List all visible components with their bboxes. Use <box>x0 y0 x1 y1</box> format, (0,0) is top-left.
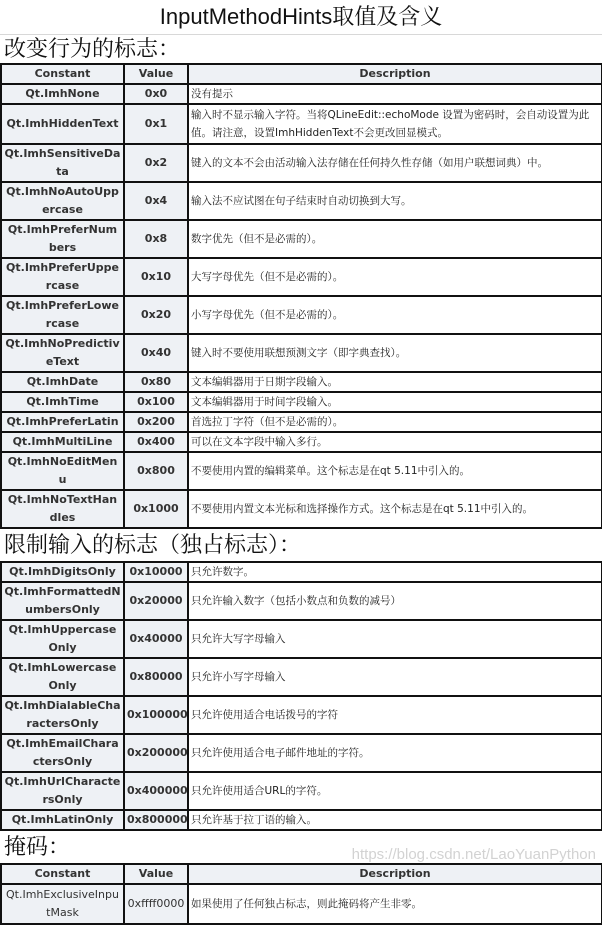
description-cell: 只允许大写字母输入 <box>188 620 602 658</box>
value-cell: 0x200000 <box>124 734 188 772</box>
header-value: Value <box>124 864 188 884</box>
table-row <box>1 392 602 412</box>
constant-cell: Qt.ImhHiddenText <box>1 104 124 144</box>
constant-cell: Qt.ImhNoPredictiveText <box>1 334 124 372</box>
constant-cell: Qt.ImhTime <box>1 392 124 412</box>
table-row <box>1 884 602 924</box>
description-cell: 数字优先（但不是必需的）。 <box>188 220 602 258</box>
description-cell: 没有提示 <box>188 84 602 104</box>
description-cell: 键入的文本不会由活动输入法存储在任何持久性存储（如用户联想词典）中。 <box>188 144 602 182</box>
value-cell: 0x200 <box>124 412 188 432</box>
table-row <box>1 658 602 696</box>
value-cell: 0x100000 <box>124 696 188 734</box>
constant-cell: Qt.ImhMultiLine <box>1 432 124 452</box>
description-cell: 如果使用了任何独占标志，则此掩码将产生非零。 <box>188 884 602 924</box>
constant-cell: Qt.ImhSensitiveData <box>1 144 124 182</box>
constant-cell: Qt.ImhLowercaseOnly <box>1 658 124 696</box>
value-cell: 0x0 <box>124 84 188 104</box>
description-cell: 小写字母优先（但不是必需的）。 <box>188 296 602 334</box>
table-header-row <box>1 864 602 884</box>
table-row <box>1 104 602 144</box>
constant-cell: Qt.ImhPreferUppercase <box>1 258 124 296</box>
value-cell: 0x80000 <box>124 658 188 696</box>
header-constant: Constant <box>1 64 124 84</box>
description-cell: 只允许基于拉丁语的输入。 <box>188 810 602 830</box>
value-cell: 0x1000 <box>124 490 188 528</box>
constant-cell: Qt.ImhNoTextHandles <box>1 490 124 528</box>
value-cell: 0x100 <box>124 392 188 412</box>
header-description: Description <box>188 864 602 884</box>
value-cell: 0x40000 <box>124 620 188 658</box>
table-row <box>1 258 602 296</box>
header-constant: Constant <box>1 864 124 884</box>
value-cell: 0xffff0000 <box>124 884 188 924</box>
value-cell: 0x80 <box>124 372 188 392</box>
description-cell: 只允许小写字母输入 <box>188 658 602 696</box>
constant-cell: Qt.ImhExclusiveInputMask <box>1 884 124 924</box>
table-row <box>1 562 602 582</box>
table-row <box>1 490 602 528</box>
constant-cell: Qt.ImhPreferLowercase <box>1 296 124 334</box>
constant-cell: Qt.ImhNone <box>1 84 124 104</box>
constant-cell: Qt.ImhUrlCharactersOnly <box>1 772 124 810</box>
description-cell: 文本编辑器用于时间字段输入。 <box>188 392 602 412</box>
constant-cell: Qt.ImhFormattedNumbersOnly <box>1 582 124 620</box>
exclusive-flags-table <box>0 561 602 831</box>
table-row <box>1 144 602 182</box>
table-row <box>1 696 602 734</box>
table-row <box>1 432 602 452</box>
table-row <box>1 452 602 490</box>
table-row <box>1 372 602 392</box>
table-row <box>1 620 602 658</box>
section-heading-exclusive: 限制输入的标志（独占标志）： <box>4 533 302 558</box>
value-cell: 0x400000 <box>124 772 188 810</box>
value-cell: 0x40 <box>124 334 188 372</box>
constant-cell: Qt.ImhNoAutoUppercase <box>1 182 124 220</box>
constant-cell: Qt.ImhDate <box>1 372 124 392</box>
section-heading-mask: 掩码： <box>4 835 71 860</box>
header-description: Description <box>188 64 602 84</box>
value-cell: 0x400 <box>124 432 188 452</box>
value-cell: 0x800 <box>124 452 188 490</box>
description-cell: 文本编辑器用于日期字段输入。 <box>188 372 602 392</box>
table-row <box>1 220 602 258</box>
value-cell: 0x1 <box>124 104 188 144</box>
description-cell: 只允许使用适合电话拨号的字符 <box>188 696 602 734</box>
description-cell: 不要使用内置的编辑菜单。这个标志是在qt 5.11中引入的。 <box>188 452 602 490</box>
value-cell: 0x2 <box>124 144 188 182</box>
table-row <box>1 734 602 772</box>
description-cell: 只允许数字。 <box>188 562 602 582</box>
watermark: https://blog.csdn.net/LaoYuanPython <box>351 846 596 863</box>
table-row <box>1 810 602 830</box>
value-cell: 0x800000 <box>124 810 188 830</box>
description-cell: 不要使用内置文本光标和选择操作方式。这个标志是在qt 5.11中引入的。 <box>188 490 602 528</box>
constant-cell: Qt.ImhEmailCharactersOnly <box>1 734 124 772</box>
value-cell: 0x10000 <box>124 562 188 582</box>
constant-cell: Qt.ImhNoEditMenu <box>1 452 124 490</box>
value-cell: 0x20000 <box>124 582 188 620</box>
description-cell: 可以在文本字段中输入多行。 <box>188 432 602 452</box>
constant-cell: Qt.ImhPreferNumbers <box>1 220 124 258</box>
table-row <box>1 334 602 372</box>
mask-table <box>0 863 602 925</box>
header-value: Value <box>124 64 188 84</box>
table-row <box>1 582 602 620</box>
constant-cell: Qt.ImhDigitsOnly <box>1 562 124 582</box>
description-cell: 只允许使用适合URL的字符。 <box>188 772 602 810</box>
table-row <box>1 296 602 334</box>
page-title: InputMethodHints取值及含义 <box>0 0 602 35</box>
constant-cell: Qt.ImhPreferLatin <box>1 412 124 432</box>
table-row <box>1 182 602 220</box>
description-cell: 大写字母优先（但不是必需的）。 <box>188 258 602 296</box>
description-cell: 输入时不显示输入字符。当将QLineEdit::echoMode 设置为密码时，会自动设置为此值。请注意，设置ImhHiddenText不会更改回显模式。 <box>188 104 602 144</box>
table-row <box>1 84 602 104</box>
value-cell: 0x10 <box>124 258 188 296</box>
description-cell: 键入时不要使用联想预测文字（即字典查找）。 <box>188 334 602 372</box>
constant-cell: Qt.ImhDialableCharactersOnly <box>1 696 124 734</box>
value-cell: 0x8 <box>124 220 188 258</box>
description-cell: 只允许输入数字（包括小数点和负数的减号） <box>188 582 602 620</box>
section-heading-behavior: 改变行为的标志： <box>4 37 181 62</box>
constant-cell: Qt.ImhLatinOnly <box>1 810 124 830</box>
value-cell: 0x4 <box>124 182 188 220</box>
constant-cell: Qt.ImhUppercaseOnly <box>1 620 124 658</box>
table-row <box>1 772 602 810</box>
value-cell: 0x20 <box>124 296 188 334</box>
description-cell: 首选拉丁字符（但不是必需的）。 <box>188 412 602 432</box>
description-cell: 输入法不应试图在句子结束时自动切换到大写。 <box>188 182 602 220</box>
description-cell: 只允许使用适合电子邮件地址的字符。 <box>188 734 602 772</box>
table-header-row <box>1 64 602 84</box>
table-row <box>1 412 602 432</box>
behavior-flags-table <box>0 63 602 529</box>
